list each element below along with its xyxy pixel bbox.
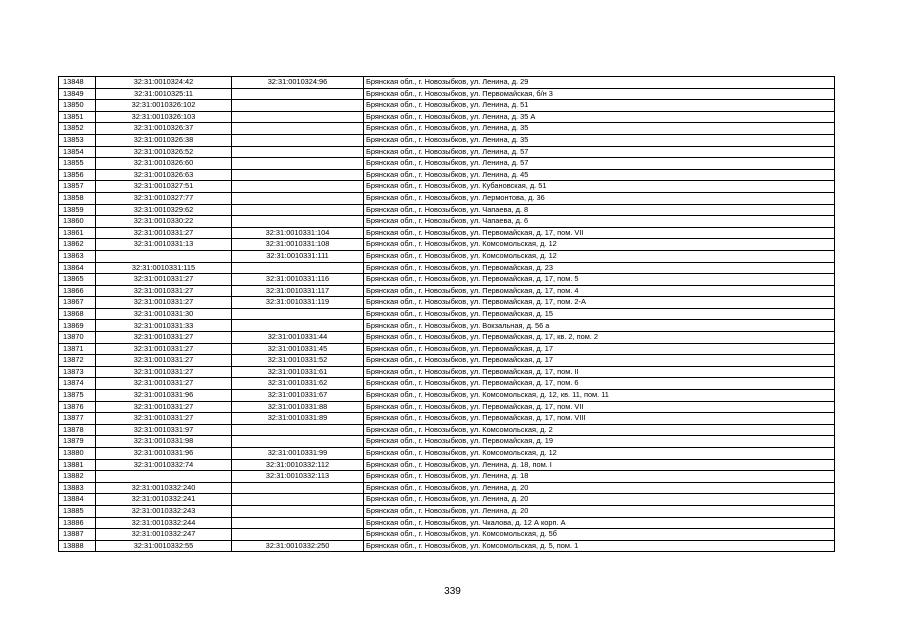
object-cadastral-number-cell [232,505,364,517]
table-row [59,494,835,506]
object-cadastral-number-cell: 32:31:0010331:67 [232,390,364,402]
address-cell: Брянская обл., г. Новозыбков, ул. Первомайская, д. 17, пом. VII [364,227,835,239]
table-row [59,308,835,320]
table-row [59,285,835,297]
object-cadastral-number-cell [232,436,364,448]
address-cell: Брянская обл., г. Новозыбков, ул. Кубановская, д. 51 [364,181,835,193]
table-row [59,517,835,529]
object-cadastral-number-cell [232,494,364,506]
table-row [59,100,835,112]
table-row [59,216,835,228]
object-cadastral-number-cell [232,111,364,123]
land-cadastral-number-cell: 32:31:0010331:27 [96,332,232,344]
object-cadastral-number-cell: 32:31:0010331:61 [232,366,364,378]
table-row [59,505,835,517]
address-cell: Брянская обл., г. Новозыбков, ул. Чапаева, д. 8 [364,204,835,216]
land-cadastral-number-cell: 32:31:0010332:74 [96,459,232,471]
object-cadastral-number-cell [232,529,364,541]
row-number-cell: 13853 [59,134,96,146]
table-row [59,169,835,181]
land-cadastral-number-cell: 32:31:0010332:244 [96,517,232,529]
land-cadastral-number-cell: 32:31:0010331:115 [96,262,232,274]
object-cadastral-number-cell: 32:31:0010331:119 [232,297,364,309]
row-number-cell: 13883 [59,482,96,494]
address-cell: Брянская обл., г. Новозыбков, ул. Вокзальная, д. 56 а [364,320,835,332]
land-cadastral-number-cell: 32:31:0010332:247 [96,529,232,541]
land-cadastral-number-cell: 32:31:0010326:60 [96,158,232,170]
table-row [59,448,835,460]
row-number-cell: 13874 [59,378,96,390]
row-number-cell: 13877 [59,413,96,425]
row-number-cell: 13871 [59,343,96,355]
address-cell: Брянская обл., г. Новозыбков, ул. Ленина, д. 45 [364,169,835,181]
table-row [59,459,835,471]
row-number-cell: 13881 [59,459,96,471]
table-row [59,134,835,146]
row-number-cell: 13887 [59,529,96,541]
table-row [59,250,835,262]
table-row [59,204,835,216]
table-row [59,401,835,413]
table-row [59,343,835,355]
object-cadastral-number-cell [232,158,364,170]
address-cell: Брянская обл., г. Новозыбков, ул. Комсомольская, д. 2 [364,424,835,436]
object-cadastral-number-cell: 32:31:0010331:52 [232,355,364,367]
land-cadastral-number-cell: 32:31:0010326:37 [96,123,232,135]
object-cadastral-number-cell: 32:31:0010331:99 [232,448,364,460]
object-cadastral-number-cell: 32:31:0010331:116 [232,274,364,286]
land-cadastral-number-cell: 32:31:0010331:27 [96,355,232,367]
address-cell: Брянская обл., г. Новозыбков, ул. Лермонтова, д. 36 [364,192,835,204]
address-cell: Брянская обл., г. Новозыбков, ул. Комсомольская, д. 12, кв. 11, пом. 11 [364,390,835,402]
address-cell: Брянская обл., г. Новозыбков, ул. Первомайская, д. 17, пом. 5 [364,274,835,286]
address-cell: Брянская обл., г. Новозыбков, ул. Первомайская, д. 23 [364,262,835,274]
row-number-cell: 13886 [59,517,96,529]
land-cadastral-number-cell: 32:31:0010326:102 [96,100,232,112]
address-cell: Брянская обл., г. Новозыбков, ул. Комсомольская, д. 12 [364,239,835,251]
land-cadastral-number-cell: 32:31:0010329:62 [96,204,232,216]
object-cadastral-number-cell: 32:31:0010324:96 [232,77,364,89]
address-cell: Брянская обл., г. Новозыбков, ул. Ленина, д. 57 [364,158,835,170]
row-number-cell: 13870 [59,332,96,344]
object-cadastral-number-cell: 32:31:0010332:112 [232,459,364,471]
object-cadastral-number-cell [232,424,364,436]
object-cadastral-number-cell [232,146,364,158]
address-cell: Брянская обл., г. Новозыбков, ул. Первомайская, д. 17, пом. 4 [364,285,835,297]
land-cadastral-number-cell: 32:31:0010331:27 [96,413,232,425]
object-cadastral-number-cell [232,123,364,135]
object-cadastral-number-cell: 32:31:0010331:44 [232,332,364,344]
object-cadastral-number-cell [232,482,364,494]
row-number-cell: 13851 [59,111,96,123]
object-cadastral-number-cell [232,100,364,112]
land-cadastral-number-cell: 32:31:0010332:240 [96,482,232,494]
land-cadastral-number-cell: 32:31:0010331:96 [96,448,232,460]
address-cell: Брянская обл., г. Новозыбков, ул. Ленина, д. 35 А [364,111,835,123]
table-row [59,413,835,425]
object-cadastral-number-cell [232,216,364,228]
table-row [59,88,835,100]
land-cadastral-number-cell: 32:31:0010331:27 [96,343,232,355]
table-row [59,192,835,204]
land-cadastral-number-cell: 32:31:0010331:27 [96,366,232,378]
object-cadastral-number-cell: 32:31:0010331:111 [232,250,364,262]
land-cadastral-number-cell: 32:31:0010330:22 [96,216,232,228]
land-cadastral-number-cell: 32:31:0010327:51 [96,181,232,193]
page-number: 339 [444,586,461,597]
table-row [59,366,835,378]
row-number-cell: 13864 [59,262,96,274]
address-cell: Брянская обл., г. Новозыбков, ул. Ленина, д. 35 [364,123,835,135]
table-row [59,111,835,123]
land-cadastral-number-cell: 32:31:0010332:243 [96,505,232,517]
land-cadastral-number-cell: 32:31:0010331:98 [96,436,232,448]
land-cadastral-number-cell: 32:31:0010331:27 [96,274,232,286]
land-cadastral-number-cell: 32:31:0010331:33 [96,320,232,332]
object-cadastral-number-cell: 32:31:0010331:62 [232,378,364,390]
land-cadastral-number-cell: 32:31:0010326:63 [96,169,232,181]
address-cell: Брянская обл., г. Новозыбков, ул. Комсомольская, д. 5б [364,529,835,541]
address-cell: Брянская обл., г. Новозыбков, ул. Комсомольская, д. 12 [364,250,835,262]
address-cell: Брянская обл., г. Новозыбков, ул. Ленина, д. 35 [364,134,835,146]
table-row [59,540,835,552]
table-row [59,146,835,158]
land-cadastral-number-cell [96,471,232,483]
land-cadastral-number-cell: 32:31:0010331:27 [96,227,232,239]
table-row [59,77,835,89]
table-row [59,181,835,193]
table-row [59,482,835,494]
table-row [59,332,835,344]
object-cadastral-number-cell: 32:31:0010332:250 [232,540,364,552]
address-cell: Брянская обл., г. Новозыбков, ул. Комсомольская, д. 5, пом. 1 [364,540,835,552]
land-cadastral-number-cell: 32:31:0010331:96 [96,390,232,402]
row-number-cell: 13848 [59,77,96,89]
row-number-cell: 13873 [59,366,96,378]
row-number-cell: 13855 [59,158,96,170]
row-number-cell: 13878 [59,424,96,436]
row-number-cell: 13867 [59,297,96,309]
address-cell: Брянская обл., г. Новозыбков, ул. Первомайская, д. 17 [364,343,835,355]
address-cell: Брянская обл., г. Новозыбков, ул. Первомайская, б/н 3 [364,88,835,100]
property-registry-table [58,76,835,552]
row-number-cell: 13884 [59,494,96,506]
row-number-cell: 13859 [59,204,96,216]
table-row [59,274,835,286]
table-row [59,471,835,483]
land-cadastral-number-cell: 32:31:0010331:30 [96,308,232,320]
table-row [59,436,835,448]
land-cadastral-number-cell: 32:31:0010332:241 [96,494,232,506]
row-number-cell: 13888 [59,540,96,552]
address-cell: Брянская обл., г. Новозыбков, ул. Ленина, д. 20 [364,482,835,494]
object-cadastral-number-cell [232,88,364,100]
row-number-cell: 13862 [59,239,96,251]
object-cadastral-number-cell [232,517,364,529]
object-cadastral-number-cell [232,204,364,216]
table-row [59,378,835,390]
row-number-cell: 13849 [59,88,96,100]
table-row [59,227,835,239]
address-cell: Брянская обл., г. Новозыбков, ул. Первомайская, д. 19 [364,436,835,448]
land-cadastral-number-cell: 32:31:0010331:27 [96,297,232,309]
land-cadastral-number-cell: 32:31:0010331:27 [96,285,232,297]
land-cadastral-number-cell: 32:31:0010332:55 [96,540,232,552]
land-cadastral-number-cell: 32:31:0010327:77 [96,192,232,204]
object-cadastral-number-cell [232,134,364,146]
table-row [59,355,835,367]
row-number-cell: 13857 [59,181,96,193]
object-cadastral-number-cell: 32:31:0010331:88 [232,401,364,413]
land-cadastral-number-cell: 32:31:0010326:103 [96,111,232,123]
row-number-cell: 13876 [59,401,96,413]
land-cadastral-number-cell: 32:31:0010324:42 [96,77,232,89]
address-cell: Брянская обл., г. Новозыбков, ул. Первомайская, д. 17, пом. VII [364,401,835,413]
object-cadastral-number-cell: 32:31:0010331:45 [232,343,364,355]
table-row [59,390,835,402]
object-cadastral-number-cell: 32:31:0010331:117 [232,285,364,297]
address-cell: Брянская обл., г. Новозыбков, ул. Первомайская, д. 17, пом. 6 [364,378,835,390]
row-number-cell: 13880 [59,448,96,460]
object-cadastral-number-cell: 32:31:0010332:113 [232,471,364,483]
table-row [59,320,835,332]
object-cadastral-number-cell [232,169,364,181]
row-number-cell: 13869 [59,320,96,332]
table-row [59,158,835,170]
row-number-cell: 13852 [59,123,96,135]
address-cell: Брянская обл., г. Новозыбков, ул. Комсомольская, д. 12 [364,448,835,460]
address-cell: Брянская обл., г. Новозыбков, ул. Ленина, д. 57 [364,146,835,158]
address-cell: Брянская обл., г. Новозыбков, ул. Первомайская, д. 17, кв. 2, пом. 2 [364,332,835,344]
address-cell: Брянская обл., г. Новозыбков, ул. Первомайская, д. 15 [364,308,835,320]
table-row [59,123,835,135]
address-cell: Брянская обл., г. Новозыбков, ул. Ленина, д. 51 [364,100,835,112]
row-number-cell: 13856 [59,169,96,181]
object-cadastral-number-cell: 32:31:0010331:108 [232,239,364,251]
row-number-cell: 13866 [59,285,96,297]
table-row [59,529,835,541]
row-number-cell: 13875 [59,390,96,402]
table-row [59,424,835,436]
row-number-cell: 13872 [59,355,96,367]
table-row [59,297,835,309]
row-number-cell: 13860 [59,216,96,228]
address-cell: Брянская обл., г. Новозыбков, ул. Ленина, д. 18 [364,471,835,483]
table-row [59,239,835,251]
registry-table-body [59,77,835,552]
address-cell: Брянская обл., г. Новозыбков, ул. Чапаева, д. 6 [364,216,835,228]
land-cadastral-number-cell [96,250,232,262]
object-cadastral-number-cell [232,308,364,320]
address-cell: Брянская обл., г. Новозыбков, ул. Первомайская, д. 17, пом. VIII [364,413,835,425]
row-number-cell: 13854 [59,146,96,158]
row-number-cell: 13879 [59,436,96,448]
table-row [59,262,835,274]
object-cadastral-number-cell: 32:31:0010331:104 [232,227,364,239]
land-cadastral-number-cell: 32:31:0010325:11 [96,88,232,100]
row-number-cell: 13868 [59,308,96,320]
row-number-cell: 13858 [59,192,96,204]
address-cell: Брянская обл., г. Новозыбков, ул. Ленина, д. 29 [364,77,835,89]
land-cadastral-number-cell: 32:31:0010331:27 [96,378,232,390]
object-cadastral-number-cell [232,192,364,204]
row-number-cell: 13850 [59,100,96,112]
address-cell: Брянская обл., г. Новозыбков, ул. Чкалова, д. 12 А корп. А [364,517,835,529]
object-cadastral-number-cell: 32:31:0010331:89 [232,413,364,425]
land-cadastral-number-cell: 32:31:0010326:38 [96,134,232,146]
object-cadastral-number-cell [232,320,364,332]
address-cell: Брянская обл., г. Новозыбков, ул. Ленина, д. 18, пом. I [364,459,835,471]
object-cadastral-number-cell [232,181,364,193]
address-cell: Брянская обл., г. Новозыбков, ул. Ленина, д. 20 [364,505,835,517]
land-cadastral-number-cell: 32:31:0010326:52 [96,146,232,158]
row-number-cell: 13865 [59,274,96,286]
land-cadastral-number-cell: 32:31:0010331:97 [96,424,232,436]
row-number-cell: 13882 [59,471,96,483]
object-cadastral-number-cell [232,262,364,274]
row-number-cell: 13885 [59,505,96,517]
land-cadastral-number-cell: 32:31:0010331:13 [96,239,232,251]
land-cadastral-number-cell: 32:31:0010331:27 [96,401,232,413]
address-cell: Брянская обл., г. Новозыбков, ул. Первомайская, д. 17 [364,355,835,367]
address-cell: Брянская обл., г. Новозыбков, ул. Ленина, д. 20 [364,494,835,506]
row-number-cell: 13861 [59,227,96,239]
address-cell: Брянская обл., г. Новозыбков, ул. Первомайская, д. 17, пом. 2-А [364,297,835,309]
row-number-cell: 13863 [59,250,96,262]
address-cell: Брянская обл., г. Новозыбков, ул. Первомайская, д. 17, пом. II [364,366,835,378]
